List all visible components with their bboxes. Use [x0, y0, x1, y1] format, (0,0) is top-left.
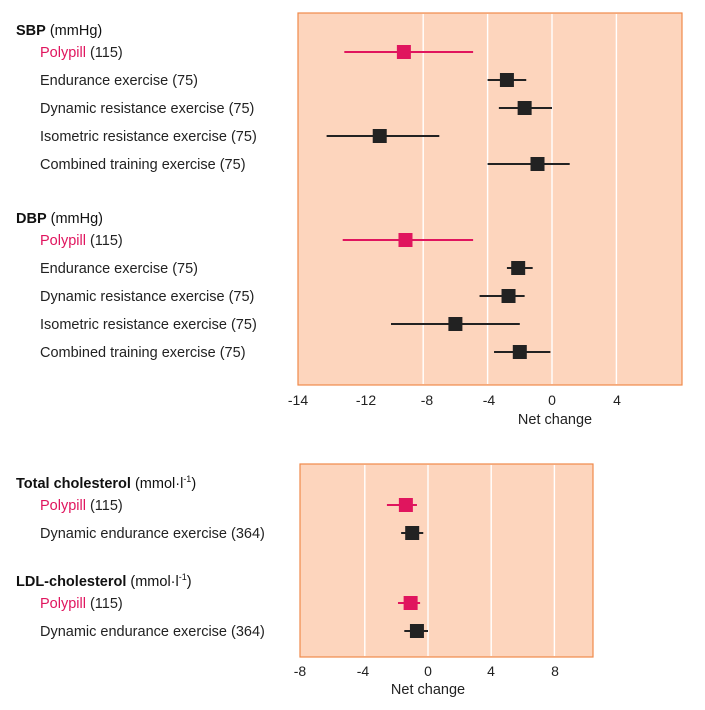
row-name: Dynamic endurance exercise — [40, 624, 227, 640]
group-unit-sup: -1 — [183, 474, 192, 484]
row-n: (75) — [224, 289, 255, 305]
point-estimate — [511, 261, 525, 275]
row-n: (364) — [226, 624, 265, 640]
x-tick-label: -4 — [356, 663, 370, 679]
row-label — [40, 261, 198, 277]
x-tick-label: -4 — [482, 392, 496, 408]
row-label — [40, 526, 265, 542]
group-unit: (mmHg) — [46, 211, 104, 227]
row-label — [40, 73, 198, 89]
row-label — [40, 45, 123, 61]
group-unit-close: ) — [186, 574, 192, 590]
row-label — [40, 345, 246, 361]
row-label — [40, 289, 254, 305]
x-tick-label: -12 — [355, 392, 377, 408]
group-unit: (mmol·l — [130, 476, 184, 492]
x-tick-label: 0 — [424, 663, 432, 679]
row-label — [40, 317, 257, 333]
row-name: Combined training exercise — [40, 345, 216, 361]
point-estimate — [398, 233, 412, 247]
row-name: Isometric resistance exercise — [40, 129, 227, 145]
row-n: (75) — [168, 261, 198, 277]
group-header — [16, 211, 103, 227]
group-unit-sup: -1 — [178, 572, 187, 582]
x-axis-label: Net change — [390, 682, 466, 698]
row-label — [40, 157, 246, 173]
row-label — [40, 233, 123, 249]
row-name: Combined training exercise — [40, 157, 216, 173]
row-n: (115) — [85, 233, 123, 249]
x-tick-label: -14 — [287, 392, 309, 408]
row-label — [40, 596, 123, 612]
row-name: Isometric resistance exercise — [40, 317, 227, 333]
row-name: Dynamic endurance exercise — [40, 526, 227, 542]
point-estimate — [531, 157, 545, 171]
group-title: LDL-cholesterol — [16, 574, 127, 590]
group-unit: (mmHg) — [45, 23, 103, 39]
point-estimate — [399, 498, 413, 512]
row-name: Polypill — [40, 596, 86, 612]
row-name: Polypill — [40, 498, 86, 514]
x-tick-label: 0 — [548, 392, 556, 408]
chart-1 — [16, 13, 682, 428]
row-label — [40, 624, 265, 640]
point-estimate — [513, 345, 527, 359]
row-name: Dynamic resistance exercise — [40, 289, 225, 305]
row-name: Endurance exercise — [40, 73, 169, 89]
point-estimate — [410, 624, 424, 638]
x-axis-label: Net change — [517, 412, 593, 428]
x-tick-label: -8 — [293, 663, 307, 679]
x-tick-label: 8 — [551, 663, 559, 679]
row-n: (75) — [168, 73, 198, 89]
row-n: (115) — [85, 498, 123, 514]
row-name: Polypill — [40, 233, 86, 249]
group-title: DBP — [16, 211, 47, 227]
group-unit-close: ) — [191, 476, 197, 492]
group-title: Total cholesterol — [16, 476, 131, 492]
row-label — [40, 129, 257, 145]
row-label — [40, 498, 123, 514]
row-n: (75) — [226, 129, 257, 145]
row-n: (115) — [85, 45, 123, 61]
chart-2 — [16, 464, 593, 698]
point-estimate — [518, 101, 532, 115]
group-unit: (mmol·l — [126, 574, 179, 590]
group-header — [16, 23, 102, 39]
row-name: Endurance exercise — [40, 261, 169, 277]
x-tick-label: 4 — [613, 392, 621, 408]
row-n: (115) — [85, 596, 123, 612]
point-estimate — [373, 129, 387, 143]
row-n: (75) — [224, 101, 255, 117]
plot-panel — [298, 13, 682, 385]
plot-panel — [300, 464, 593, 657]
row-n: (75) — [226, 317, 257, 333]
point-estimate — [502, 289, 516, 303]
point-estimate — [397, 45, 411, 59]
point-estimate — [405, 526, 419, 540]
group-header — [16, 474, 196, 492]
row-name: Dynamic resistance exercise — [40, 101, 225, 117]
row-n: (75) — [215, 345, 246, 361]
group-title: SBP — [16, 23, 46, 39]
row-n: (75) — [215, 157, 246, 173]
point-estimate — [404, 596, 418, 610]
point-estimate — [448, 317, 462, 331]
group-header — [16, 572, 192, 590]
row-name: Polypill — [40, 45, 86, 61]
x-tick-label: 4 — [487, 663, 495, 679]
x-tick-label: -8 — [420, 392, 434, 408]
row-n: (364) — [226, 526, 265, 542]
row-label — [40, 101, 254, 117]
point-estimate — [500, 73, 514, 87]
